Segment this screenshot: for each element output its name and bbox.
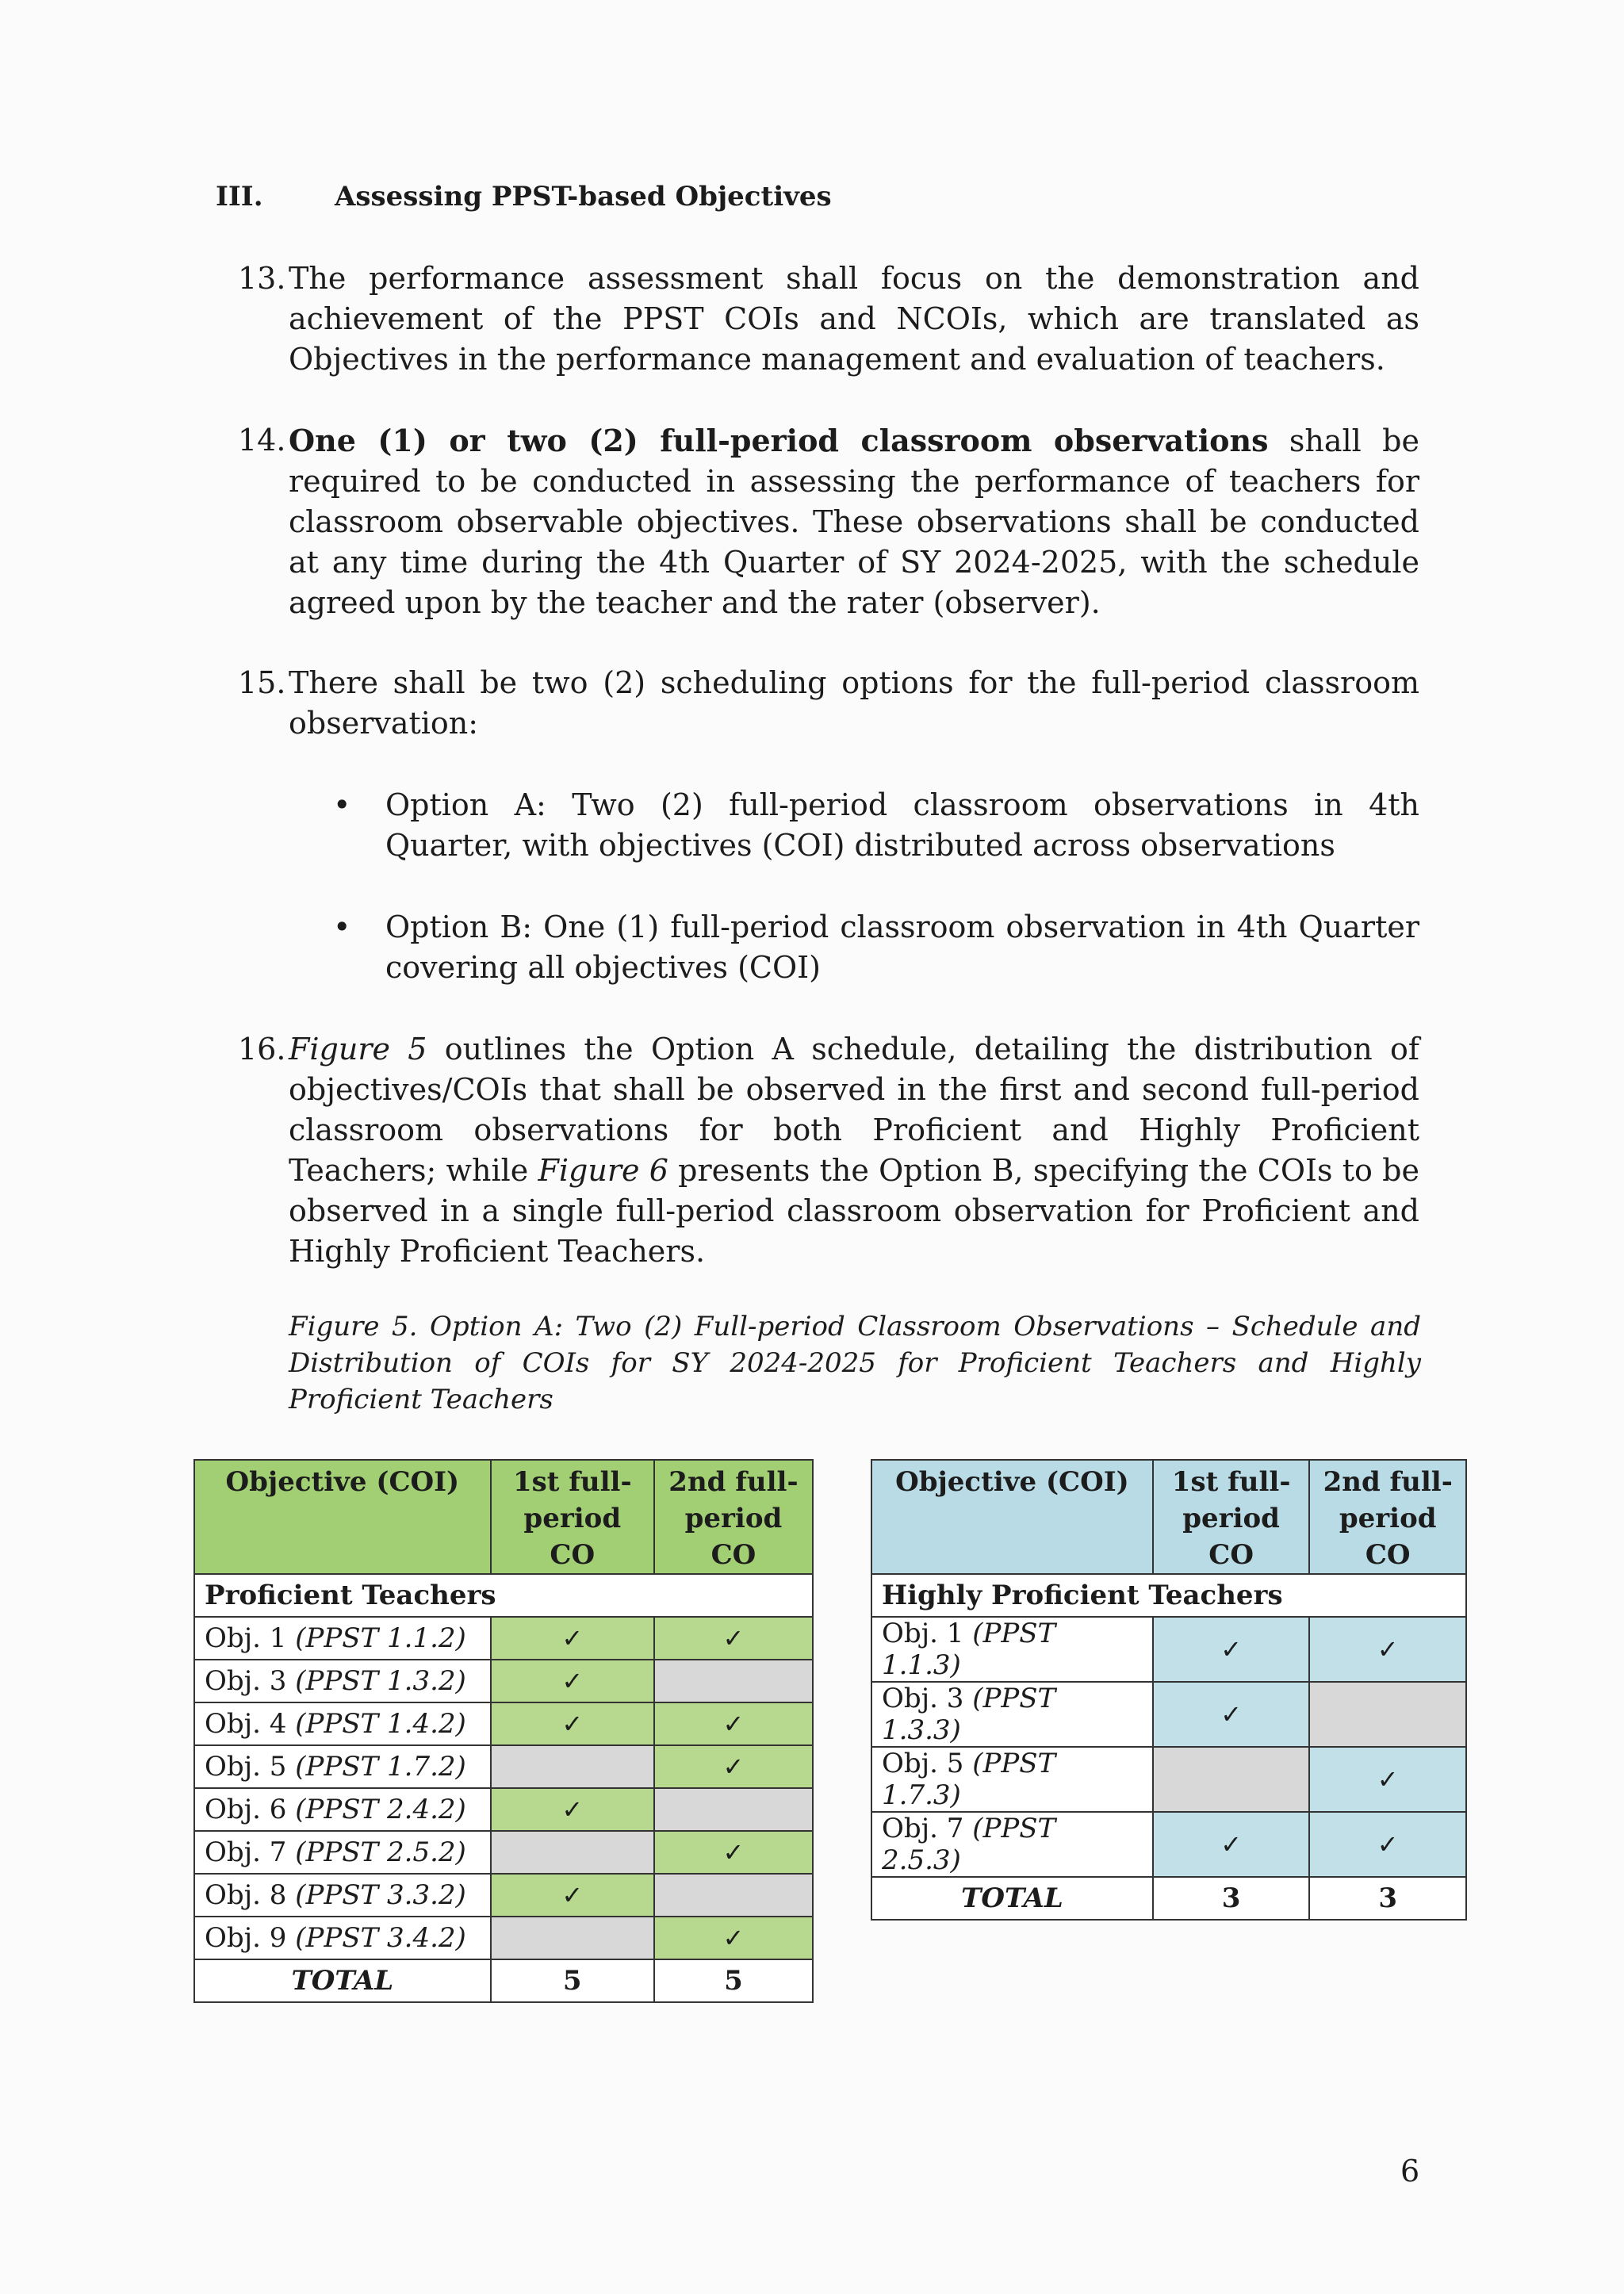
objective-cell [194,1831,491,1874]
table-row [871,1617,1466,1682]
table-header-row [194,1460,813,1574]
check-icon: ✓ [654,1917,813,1959]
objective-cell [194,1874,491,1917]
paragraph-text [289,420,1419,623]
total-second: 5 [654,1959,813,2002]
objective-label: Obj. 9 [205,1922,296,1954]
total-label: TOTAL [871,1877,1153,1920]
objective-cell [194,1702,491,1745]
ppst-code: (PPST 3.3.2) [295,1879,466,1911]
table-row [194,1788,813,1831]
ppst-code: (PPST 1.1.2) [295,1622,466,1654]
proficient-teachers-table [193,1459,814,2003]
objective-cell [871,1617,1153,1682]
paragraph-number: 13. [238,261,286,296]
paragraph-body-text: outlines the Option A schedule, detailing the distribution of objectives/COIs that shall be observed in the first and second full-period classroom observations for both Proficient and Highly Proficient Teachers; while [289,1032,1419,1188]
paragraph-number: 15. [238,665,286,700]
table-row [871,1812,1466,1877]
table-body [194,1574,813,2002]
paragraph-text [289,1029,1419,1272]
paragraph-bold-text: One (1) or two (2) full-period classroom observations [289,423,1269,458]
ppst-code: (PPST 2.5.2) [295,1836,466,1868]
empty-cell [491,1831,654,1874]
objective-cell [194,1617,491,1660]
objective-label: Obj. 7 [205,1836,296,1868]
check-icon: ✓ [1309,1812,1466,1877]
section-heading [216,181,832,213]
objective-cell [194,1917,491,1959]
table-row [194,1617,813,1660]
total-label: TOTAL [194,1959,491,2002]
objective-cell [194,1788,491,1831]
empty-cell [1153,1747,1310,1812]
ppst-code: (PPST 1.3.2) [295,1665,466,1697]
ppst-code: (PPST 2.4.2) [295,1794,466,1825]
empty-cell [654,1788,813,1831]
check-icon: ✓ [1153,1617,1310,1682]
paragraph-body-text: shall be required to be conducted in assessing the performance of teachers for classroom observable objectives. These observations shall be conducted at any time during the 4th Quarter of SY 2024-2025, with the schedule agreed upon by the teacher and the rater (observer). [289,423,1419,620]
check-icon: ✓ [491,1702,654,1745]
total-first: 3 [1153,1877,1310,1920]
check-icon: ✓ [654,1831,813,1874]
objective-label: Obj. 3 [205,1665,296,1697]
bullet-icon: • [333,787,351,822]
figure-5-reference: Figure 5 [289,1032,427,1067]
group-label: Proficient Teachers [194,1574,813,1617]
objective-cell [194,1745,491,1788]
header-objective: Objective (COI) [871,1460,1153,1574]
empty-cell [1309,1682,1466,1747]
objective-label: Obj. 3 [882,1683,973,1714]
paragraph-13 [238,259,1419,380]
bullet-text: Option B: One (1) full-period classroom observation in 4th Quarter covering all objectives (COI) [385,910,1419,985]
objective-label: Obj. 1 [882,1618,973,1649]
check-icon: ✓ [1309,1617,1466,1682]
page-number: 6 [1400,2154,1420,2189]
bullet-option-b [333,907,1419,988]
ppst-code: (PPST 1.3.3) [882,1683,1056,1746]
group-row [194,1574,813,1617]
header-second-co: 2nd full-period CO [1309,1460,1466,1574]
objective-label: Obj. 8 [205,1879,296,1911]
empty-cell [491,1917,654,1959]
table-row [194,1702,813,1745]
empty-cell [654,1660,813,1702]
ppst-code: (PPST 1.4.2) [295,1708,466,1740]
bullet-text: Option A: Two (2) full-period classroom observations in 4th Quarter, with objectives (COI) distributed across observations [385,787,1419,863]
paragraph-text: The performance assessment shall focus on the demonstration and achievement of the PPST COIs and NCOIs, which are translated as Objectives in the performance management and evaluation of teachers. [289,261,1419,377]
paragraph-15 [238,663,1419,744]
check-icon: ✓ [654,1702,813,1745]
table-row [194,1831,813,1874]
objective-label: Obj. 6 [205,1794,296,1825]
objective-cell [871,1812,1153,1877]
figure-6-reference: Figure 6 [538,1153,668,1188]
group-row [871,1574,1466,1617]
check-icon: ✓ [654,1745,813,1788]
objective-cell [194,1660,491,1702]
check-icon: ✓ [491,1874,654,1917]
empty-cell [491,1745,654,1788]
check-icon: ✓ [491,1788,654,1831]
total-row [871,1877,1466,1920]
table-row [194,1745,813,1788]
header-first-co: 1st full-period CO [1153,1460,1310,1574]
paragraph-body-text: presents the Option B, specifying the COIs to be observed in a single full-period classroom observation for Proficient and Highly Proficient Teachers. [289,1153,1419,1269]
paragraph-14 [238,420,1419,623]
table-row [871,1747,1466,1812]
figure-caption: Figure 5. Option A: Two (2) Full-period Classroom Observations – Schedule and Distribution of COIs for SY 2024-2025 for Proficient Teachers and Highly Proficient Teachers [289,1311,1421,1415]
objective-label: Obj. 7 [882,1813,973,1844]
paragraph-16 [238,1029,1419,1272]
bullet-option-a [333,785,1419,866]
table-row [194,1874,813,1917]
table-body [871,1574,1466,1920]
check-icon: ✓ [1309,1747,1466,1812]
objective-cell [871,1747,1153,1812]
total-row [194,1959,813,2002]
table-row [194,1917,813,1959]
empty-cell [654,1874,813,1917]
check-icon: ✓ [654,1617,813,1660]
section-title: Assessing PPST-based Objectives [335,181,832,213]
check-icon: ✓ [1153,1682,1310,1747]
paragraph-number: 14. [238,423,286,458]
header-second-co: 2nd full-period CO [654,1460,813,1574]
bullet-icon: • [333,910,351,944]
ppst-code: (PPST 3.4.2) [295,1922,466,1954]
objective-label: Obj. 5 [882,1748,973,1779]
total-first: 5 [491,1959,654,2002]
table-row [194,1660,813,1702]
table-row [871,1682,1466,1747]
table-header-row [871,1460,1466,1574]
objective-cell [871,1682,1153,1747]
paragraph-text: There shall be two (2) scheduling options for the full-period classroom observation: [289,665,1419,741]
objective-label: Obj. 4 [205,1708,296,1740]
total-second: 3 [1309,1877,1466,1920]
header-first-co: 1st full-period CO [491,1460,654,1574]
section-number: III. [216,181,263,213]
paragraph-number: 16. [238,1032,286,1067]
ppst-code: (PPST 1.7.3) [882,1748,1056,1811]
objective-label: Obj. 5 [205,1751,296,1783]
check-icon: ✓ [491,1617,654,1660]
highly-proficient-teachers-table [871,1459,1467,1921]
ppst-code: (PPST 1.1.3) [882,1618,1056,1681]
check-icon: ✓ [491,1660,654,1702]
header-objective: Objective (COI) [194,1460,491,1574]
objective-label: Obj. 1 [205,1622,296,1654]
group-label: Highly Proficient Teachers [871,1574,1466,1617]
check-icon: ✓ [1153,1812,1310,1877]
ppst-code: (PPST 1.7.2) [295,1751,466,1783]
ppst-code: (PPST 2.5.3) [882,1813,1056,1876]
